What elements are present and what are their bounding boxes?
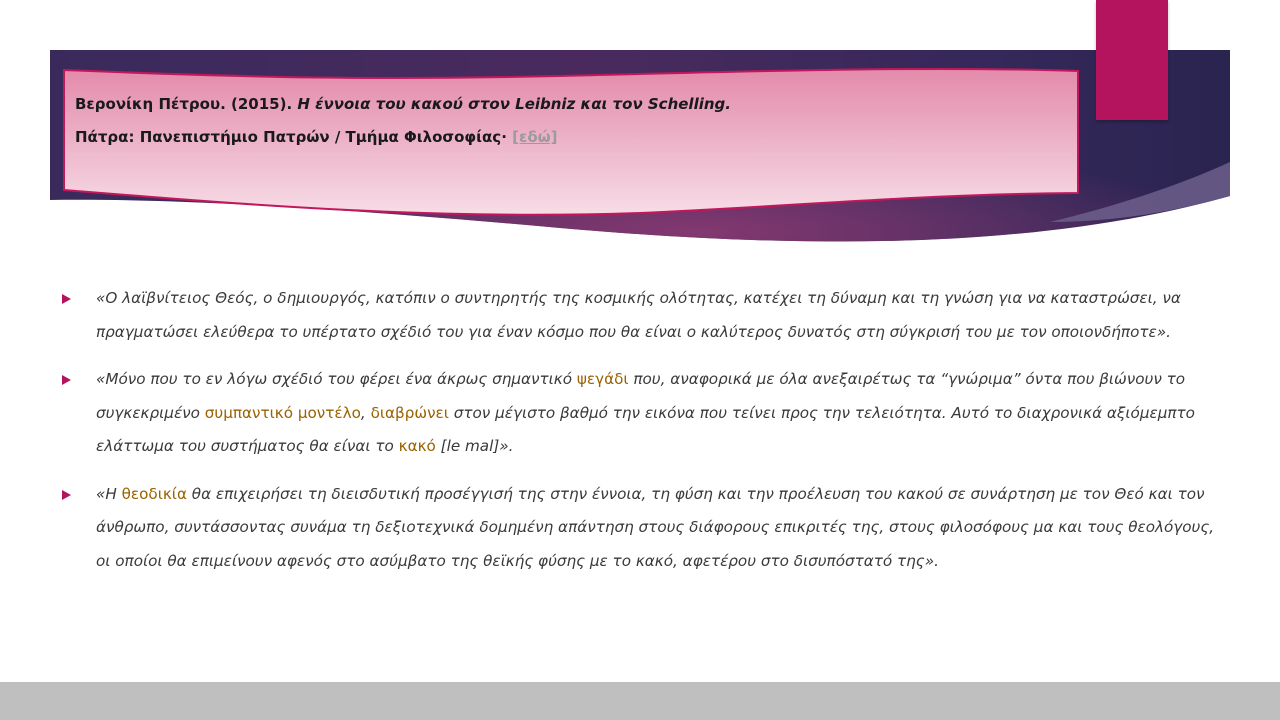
citation-publisher: Πάτρα: Πανεπιστήμιο Πατρών / Τμήμα Φιλοσοφίας· xyxy=(75,128,513,146)
citation-title: Η έννοια του κακού στον Leibniz και τον Schelling. xyxy=(297,95,731,113)
highlight-term: ψεγάδι xyxy=(576,370,629,388)
quote-item-1 xyxy=(62,282,1222,349)
bullet-arrow-icon xyxy=(62,375,71,385)
accent-tab xyxy=(1096,0,1168,120)
quote-text: θα επιχειρήσει τη διεισδυτική προσέγγισή της στην έννοια, τη φύση και την προέλευση του κακού σε συνάρτηση με τον Θεό και τον άνθρωπο, συντάσσοντας συνάμα τη δεξιοτεχνικά δομημένη απάντηση στους διάφορους επικριτές της, στους φιλοσόφους μα και τους θεολόγους, οι οποίοι θα επιμείνουν αφενός στο ασύμβατο της θεϊκής φύσης με το κακό, αφετέρου στο δισυπόστατό της». xyxy=(96,484,1215,570)
quote-text: «Ο λαϊβνίτειος Θεός, ο δημιουργός, κατόπιν ο συντηρητής της κοσμικής ολότητας, κατέχει τη δύναμη και τη γνώση για να καταστρώσει, να πραγματώσει ελεύθερα το υπέρτατο σχέδιό του για έναν κόσμο που θα είναι ο καλύτερος δυνατός στη σύγκρισή του με τον οποιονδήποτε». xyxy=(96,289,1181,341)
quote-list xyxy=(62,282,1222,592)
quote-text: «Μόνο που το εν λόγω σχέδιό του φέρει ένα άκρως σημαντικό xyxy=(96,370,577,388)
citation xyxy=(75,88,1065,154)
citation-author: Βερονίκη Πέτρου. (2015). xyxy=(75,95,298,113)
quote-text: που, αναφορικά με όλα ανεξαιρέτως τα “γνώριμα” όντα που βιώνουν το συγκεκριμένο xyxy=(96,370,1186,422)
bullet-arrow-icon xyxy=(62,294,71,304)
highlight-term: θεοδικία xyxy=(121,484,187,503)
quote-text: , xyxy=(360,403,371,422)
citation-link[interactable]: [εδώ] xyxy=(512,128,558,146)
quote-item-2 xyxy=(62,363,1222,464)
quote-text: [le mal]». xyxy=(435,437,514,455)
highlight-term: διαβρώνει xyxy=(370,403,449,422)
quote-text: «Η xyxy=(96,484,122,503)
highlight-term: κακό xyxy=(398,437,436,455)
bullet-arrow-icon xyxy=(62,490,71,500)
highlight-term: συμπαντικό μοντέλο xyxy=(204,403,361,422)
citation-line-1 xyxy=(75,88,1065,121)
footer-bar xyxy=(0,682,1280,720)
citation-line-2 xyxy=(75,121,1065,154)
quote-text: στον μέγιστο βαθμό την εικόνα που τείνει προς την τελειότητα. Αυτό το διαχρονικά αξιόμεμπτο ελάττωμα του συστήματος θα είναι το xyxy=(96,403,1195,455)
quote-item-3 xyxy=(62,478,1222,579)
